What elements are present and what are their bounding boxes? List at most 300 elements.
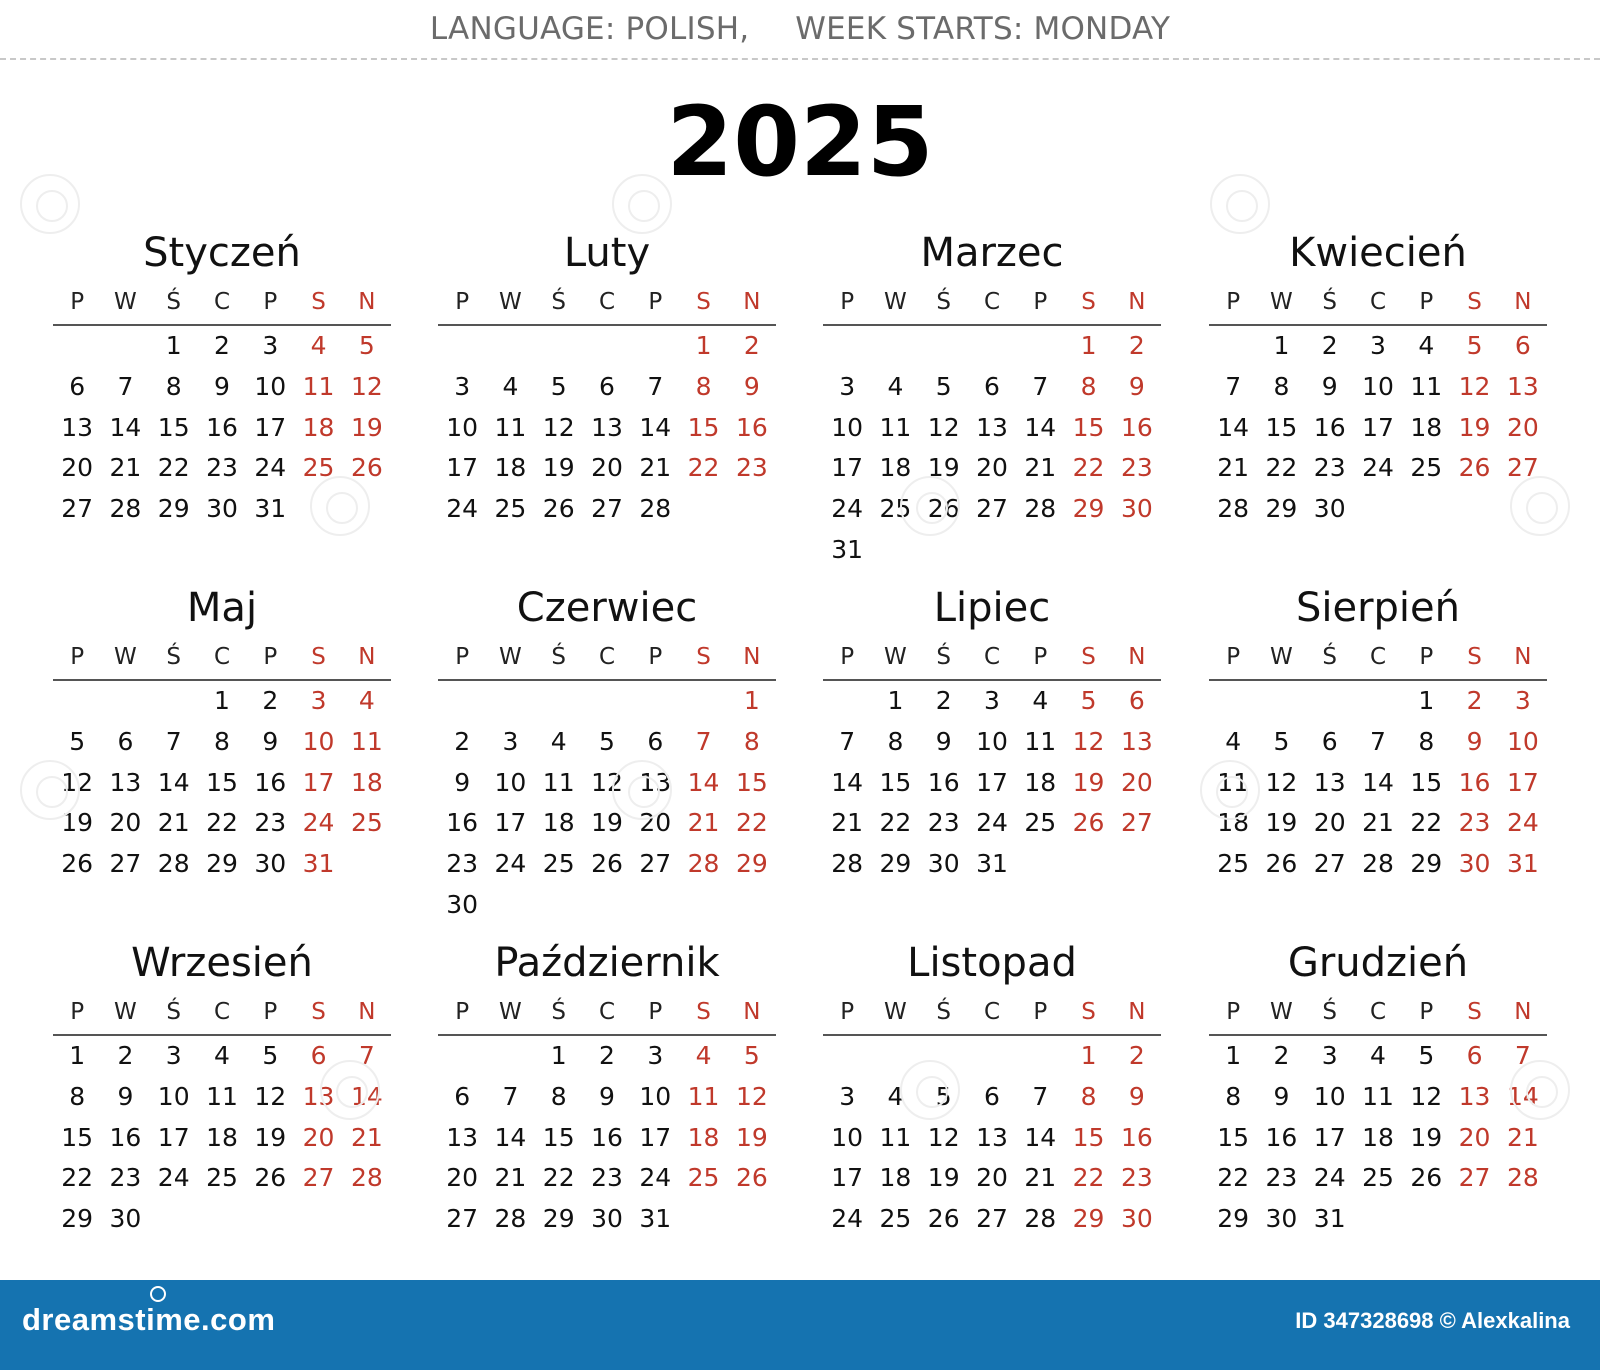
day-cell: 26	[927, 1204, 960, 1234]
watermark-swirl-icon	[900, 1060, 960, 1120]
day-cell: 24	[1506, 808, 1539, 838]
day-cell: 12	[350, 371, 383, 401]
month-name: Sierpień	[1295, 585, 1461, 631]
day-cell: 17	[831, 453, 864, 483]
day-cell: 11	[542, 767, 575, 797]
day-cell: 2	[743, 331, 760, 360]
day-cell: 27	[976, 1204, 1008, 1234]
day-cell: 5	[743, 1041, 760, 1070]
day-cell: 18	[1217, 808, 1250, 838]
day-cell: 18	[494, 453, 527, 483]
day-cell: 2	[935, 686, 952, 715]
weekday-label: P	[70, 644, 85, 670]
day-cell: 9	[117, 1081, 134, 1111]
weekday-header	[1209, 280, 1547, 326]
day-cell: 8	[550, 1081, 567, 1111]
day-cell: 1	[887, 686, 904, 715]
day-cell: 30	[591, 1204, 623, 1234]
day-cell: 20	[1506, 412, 1539, 442]
day-cell: 23	[1120, 1163, 1153, 1193]
weekday-label: W	[499, 644, 522, 670]
day-cell: 15	[1265, 412, 1298, 442]
day-cell: 21	[1506, 1122, 1539, 1152]
day-cell: 12	[542, 412, 575, 442]
empty-cell	[1306, 681, 1354, 722]
day-cell: 27	[1313, 849, 1346, 879]
day-cell: 3	[454, 371, 471, 401]
day-cell: 22	[206, 808, 238, 838]
weekday-label: S	[1081, 644, 1096, 670]
day-cell: 30	[206, 494, 238, 524]
day-cell: 26	[591, 849, 623, 879]
weekday-label: N	[743, 289, 761, 315]
weekday-label: S	[696, 289, 711, 315]
day-cell: 29	[542, 1204, 575, 1234]
day-cell: 19	[542, 453, 575, 483]
day-cell: 20	[446, 1163, 479, 1193]
day-cell: 27	[639, 849, 672, 879]
day-cell: 14	[639, 412, 672, 442]
day-cell: 13	[639, 767, 672, 797]
day-cell: 31	[302, 849, 335, 879]
day-cell: 27	[1506, 453, 1539, 483]
weekday-label: Ś	[166, 289, 181, 315]
day-cell: 14	[157, 767, 190, 797]
day-cell: 14	[687, 767, 720, 797]
weekday-header	[53, 990, 391, 1036]
page-header	[0, 0, 1600, 58]
weekday-label: P	[1033, 999, 1048, 1025]
day-cell: 30	[254, 849, 287, 879]
empty-cell	[101, 326, 149, 367]
day-cell: 13	[976, 412, 1008, 442]
watermark-swirl-icon	[612, 760, 672, 820]
day-cell: 26	[1265, 849, 1298, 879]
weekday-label: N	[1514, 644, 1532, 670]
day-cell: 20	[639, 808, 672, 838]
month-11	[823, 936, 1161, 1240]
day-cell: 15	[879, 767, 912, 797]
day-cell: 28	[639, 494, 672, 524]
day-cell: 31	[831, 534, 864, 564]
weekday-header	[53, 280, 391, 326]
day-cell: 8	[695, 371, 712, 401]
empty-cell	[150, 681, 198, 722]
day-cell: 10	[446, 412, 479, 442]
day-cell: 5	[69, 726, 86, 756]
weekday-label: S	[1467, 644, 1482, 670]
day-cell: 23	[1265, 1163, 1298, 1193]
weekday-label: P	[648, 289, 663, 315]
weekday-label: P	[1226, 644, 1241, 670]
day-cell: 23	[206, 453, 238, 483]
weekday-label: P	[263, 999, 278, 1025]
day-cell: 28	[1024, 494, 1057, 524]
day-cell: 18	[879, 1163, 912, 1193]
day-cell: 25	[879, 494, 912, 524]
day-cell: 14	[350, 1081, 383, 1111]
day-cell: 27	[61, 494, 94, 524]
day-cell: 5	[1273, 726, 1290, 756]
day-cell: 28	[157, 849, 190, 879]
day-cell: 22	[157, 453, 190, 483]
weekday-label: C	[598, 644, 616, 670]
day-cell: 25	[879, 1204, 912, 1234]
day-cell: 29	[735, 849, 768, 879]
day-cell: 6	[117, 726, 134, 756]
day-cell: 12	[254, 1081, 287, 1111]
day-cell: 22	[1072, 1163, 1105, 1193]
weekday-label: P	[840, 289, 855, 315]
watermark-swirl-icon	[20, 760, 80, 820]
day-cell: 23	[1313, 453, 1346, 483]
day-cell: 3	[165, 1041, 182, 1070]
day-cell: 19	[1265, 808, 1298, 838]
day-cell: 9	[1466, 726, 1483, 756]
day-cell: 7	[1032, 371, 1049, 401]
day-cell: 17	[446, 453, 479, 483]
day-cell: 6	[310, 1041, 327, 1070]
empty-cell	[438, 1036, 486, 1077]
weekday-label: N	[743, 644, 761, 670]
day-cell: 25	[206, 1163, 238, 1193]
empty-cell	[535, 326, 583, 367]
day-cell: 30	[1458, 849, 1491, 879]
day-cell: 20	[591, 453, 623, 483]
day-cell: 21	[350, 1122, 383, 1152]
weekday-label: P	[455, 289, 470, 315]
day-cell: 29	[1072, 494, 1105, 524]
weekday-label: N	[358, 289, 376, 315]
empty-cell	[53, 681, 101, 722]
day-cell: 11	[1024, 726, 1057, 756]
empty-cell	[583, 681, 631, 722]
day-cell: 12	[61, 767, 94, 797]
day-cell: 13	[976, 1122, 1008, 1152]
day-cell: 25	[302, 453, 335, 483]
day-cell: 9	[214, 371, 230, 401]
day-cell: 29	[206, 849, 238, 879]
day-cell: 24	[494, 849, 527, 879]
day-cell: 8	[165, 371, 182, 401]
weekday-label: Ś	[1322, 289, 1337, 315]
day-cell: 14	[494, 1122, 527, 1152]
watermark-swirl-icon	[320, 1060, 380, 1120]
weekday-label: C	[213, 289, 231, 315]
day-cell: 18	[687, 1122, 720, 1152]
month-10	[438, 936, 776, 1240]
day-cell: 11	[1362, 1081, 1394, 1111]
day-cell: 20	[1458, 1122, 1491, 1152]
day-cell: 24	[831, 494, 864, 524]
day-cell: 10	[831, 1122, 864, 1152]
day-cell: 4	[1418, 331, 1435, 360]
day-cell: 29	[157, 494, 190, 524]
day-cell: 13	[302, 1081, 335, 1111]
weekday-label: P	[1419, 999, 1434, 1025]
weekday-label: P	[1226, 999, 1241, 1025]
day-cell: 22	[1265, 453, 1298, 483]
day-cell: 26	[1072, 808, 1105, 838]
weekday-label: W	[1270, 999, 1293, 1025]
empty-cell	[920, 326, 968, 367]
weekday-label: N	[743, 999, 761, 1025]
month-2	[438, 226, 776, 530]
weekday-label: S	[1081, 289, 1096, 315]
day-cell: 18	[542, 808, 575, 838]
day-cell: 8	[743, 726, 760, 756]
day-cell: 19	[350, 412, 383, 442]
day-cell: 24	[1313, 1163, 1346, 1193]
day-cell: 6	[984, 1081, 1000, 1111]
day-cell: 9	[935, 726, 952, 756]
day-cell: 2	[1273, 1041, 1290, 1070]
day-cell: 1	[695, 331, 712, 360]
weekday-label: S	[311, 289, 326, 315]
dashed-divider	[0, 58, 1600, 60]
day-cell: 18	[879, 453, 912, 483]
weekday-label: P	[1033, 289, 1048, 315]
day-cell: 8	[1080, 1081, 1097, 1111]
day-cell: 20	[976, 453, 1008, 483]
day-cell: 7	[502, 1081, 519, 1111]
weekday-label: Ś	[166, 999, 181, 1025]
day-cell: 27	[1458, 1163, 1491, 1193]
day-grid	[1209, 681, 1547, 885]
weekday-label: C	[1369, 644, 1387, 670]
empty-cell	[53, 326, 101, 367]
month-name: Wrzesień	[131, 940, 313, 986]
day-cell: 14	[831, 767, 864, 797]
empty-cell	[679, 681, 727, 722]
month-name: Styczeń	[143, 230, 301, 276]
footer-bar	[0, 1280, 1600, 1370]
weekday-label: P	[70, 999, 85, 1025]
day-cell: 3	[839, 371, 856, 401]
day-cell: 8	[1418, 726, 1435, 756]
day-cell: 20	[302, 1122, 335, 1152]
weekday-label: Ś	[551, 644, 566, 670]
day-cell: 4	[550, 726, 567, 756]
day-cell: 27	[302, 1163, 335, 1193]
month-3	[823, 226, 1161, 571]
weekday-label: Ś	[936, 289, 951, 315]
day-cell: 24	[1362, 453, 1394, 483]
day-cell: 15	[1072, 1122, 1105, 1152]
day-cell: 2	[1466, 686, 1483, 715]
day-cell: 8	[69, 1081, 86, 1111]
day-cell: 18	[1362, 1122, 1394, 1152]
weekday-label: P	[1226, 289, 1241, 315]
day-cell: 27	[976, 494, 1008, 524]
day-cell: 17	[157, 1122, 190, 1152]
weekday-header	[823, 280, 1161, 326]
day-cell: 16	[254, 767, 287, 797]
day-cell: 21	[687, 808, 720, 838]
day-cell: 14	[1024, 1122, 1057, 1152]
day-cell: 7	[117, 371, 134, 401]
day-cell: 22	[1410, 808, 1443, 838]
day-cell: 14	[109, 412, 142, 442]
day-cell: 28	[1024, 1204, 1057, 1234]
weekday-label: N	[1128, 999, 1146, 1025]
watermark-swirl-icon	[1210, 174, 1270, 234]
weekday-label: C	[213, 644, 231, 670]
day-cell: 4	[1370, 1041, 1386, 1070]
weekday-label: S	[311, 999, 326, 1025]
weekday-label: W	[884, 289, 907, 315]
day-grid	[1209, 1036, 1547, 1240]
day-cell: 18	[350, 767, 383, 797]
month-8	[1209, 581, 1547, 885]
day-cell: 2	[117, 1041, 134, 1070]
day-cell: 26	[350, 453, 383, 483]
weekday-label: N	[1128, 644, 1146, 670]
day-cell: 21	[1217, 453, 1250, 483]
day-cell: 18	[1410, 412, 1443, 442]
day-cell: 9	[454, 767, 471, 797]
day-cell: 22	[735, 808, 768, 838]
empty-cell	[486, 1036, 534, 1077]
month-name: Luty	[563, 230, 651, 276]
weekday-label: N	[358, 999, 376, 1025]
weekday-label: S	[311, 644, 326, 670]
day-cell: 12	[1458, 371, 1491, 401]
day-cell: 28	[494, 1204, 527, 1234]
day-cell: 25	[542, 849, 575, 879]
month-name: Listopad	[907, 940, 1077, 986]
day-cell: 2	[1128, 331, 1145, 360]
language-label: LANGUAGE: POLISH,	[429, 11, 750, 47]
day-cell: 29	[1217, 1204, 1250, 1234]
day-cell: 23	[109, 1163, 142, 1193]
day-cell: 7	[1370, 726, 1386, 756]
day-cell: 3	[1514, 686, 1531, 715]
empty-cell	[101, 681, 149, 722]
day-cell: 14	[1217, 412, 1250, 442]
day-cell: 23	[254, 808, 287, 838]
day-cell: 17	[1362, 412, 1394, 442]
day-cell: 3	[1370, 331, 1386, 360]
day-cell: 22	[61, 1163, 94, 1193]
weekday-label: S	[696, 644, 711, 670]
weekday-label: W	[499, 289, 522, 315]
day-cell: 5	[550, 371, 567, 401]
watermark-swirl-icon	[1510, 476, 1570, 536]
day-cell: 1	[743, 686, 760, 715]
day-cell: 21	[1362, 808, 1394, 838]
day-cell: 1	[550, 1041, 567, 1070]
day-cell: 6	[1321, 726, 1338, 756]
day-cell: 13	[61, 412, 94, 442]
day-cell: 24	[302, 808, 335, 838]
day-cell: 19	[1072, 767, 1105, 797]
day-cell: 17	[302, 767, 335, 797]
logo: dreamstime.com	[22, 1302, 276, 1337]
empty-cell	[823, 681, 871, 722]
empty-cell	[631, 681, 679, 722]
day-cell: 21	[1024, 1163, 1057, 1193]
day-cell: 28	[109, 494, 142, 524]
weekday-header	[1209, 990, 1547, 1036]
day-cell: 11	[1217, 767, 1250, 797]
weekday-label: W	[499, 999, 522, 1025]
day-cell: 13	[1313, 767, 1346, 797]
empty-cell	[968, 1036, 1016, 1077]
day-cell: 31	[254, 494, 287, 524]
empty-cell	[1257, 681, 1305, 722]
month-12	[1209, 936, 1547, 1240]
weekday-label: C	[598, 999, 616, 1025]
day-cell: 10	[1362, 371, 1394, 401]
empty-cell	[1209, 326, 1257, 367]
day-cell: 3	[310, 686, 327, 715]
day-cell: 18	[1024, 767, 1057, 797]
day-cell: 10	[639, 1081, 672, 1111]
weekday-label: Ś	[1322, 644, 1337, 670]
day-cell: 1	[165, 331, 182, 360]
day-cell: 19	[1410, 1122, 1443, 1152]
empty-cell	[823, 326, 871, 367]
day-cell: 12	[1265, 767, 1298, 797]
weekday-label: N	[1514, 289, 1532, 315]
day-cell: 7	[695, 726, 712, 756]
empty-cell	[968, 326, 1016, 367]
watermark-swirl-icon	[1200, 760, 1260, 820]
day-cell: 3	[1321, 1041, 1338, 1070]
day-cell: 8	[1080, 371, 1097, 401]
day-cell: 6	[1466, 1041, 1483, 1070]
day-cell: 31	[1313, 1204, 1346, 1234]
day-cell: 5	[262, 1041, 279, 1070]
weekday-label: P	[840, 644, 855, 670]
day-cell: 19	[591, 808, 623, 838]
year-title: 2025	[666, 86, 934, 198]
day-cell: 1	[214, 686, 230, 715]
day-grid	[438, 1036, 776, 1240]
day-cell: 8	[1225, 1081, 1242, 1111]
day-cell: 5	[935, 371, 952, 401]
day-cell: 9	[599, 1081, 615, 1111]
day-cell: 10	[302, 726, 335, 756]
day-cell: 28	[831, 849, 864, 879]
day-cell: 16	[1458, 767, 1491, 797]
day-cell: 16	[1120, 412, 1153, 442]
day-cell: 7	[1225, 371, 1242, 401]
month-name: Październik	[494, 940, 720, 986]
day-grid	[823, 326, 1161, 571]
day-cell: 21	[1024, 453, 1057, 483]
weekday-label: P	[1033, 644, 1048, 670]
day-cell: 19	[1458, 412, 1491, 442]
day-cell: 17	[254, 412, 287, 442]
day-cell: 31	[639, 1204, 672, 1234]
image-credit: ID 347328698 © Alexkalina	[1295, 1308, 1570, 1333]
day-cell: 9	[1128, 1081, 1145, 1111]
weekday-label: W	[114, 999, 137, 1025]
day-cell: 7	[839, 726, 856, 756]
weekday-label: Ś	[936, 644, 951, 670]
day-cell: 3	[647, 1041, 664, 1070]
day-cell: 29	[1410, 849, 1443, 879]
day-cell: 29	[1265, 494, 1298, 524]
day-cell: 3	[262, 331, 279, 360]
day-cell: 14	[1506, 1081, 1539, 1111]
weekday-header	[53, 635, 391, 681]
day-cell: 13	[1120, 726, 1153, 756]
day-cell: 11	[494, 412, 527, 442]
empty-cell	[438, 681, 486, 722]
